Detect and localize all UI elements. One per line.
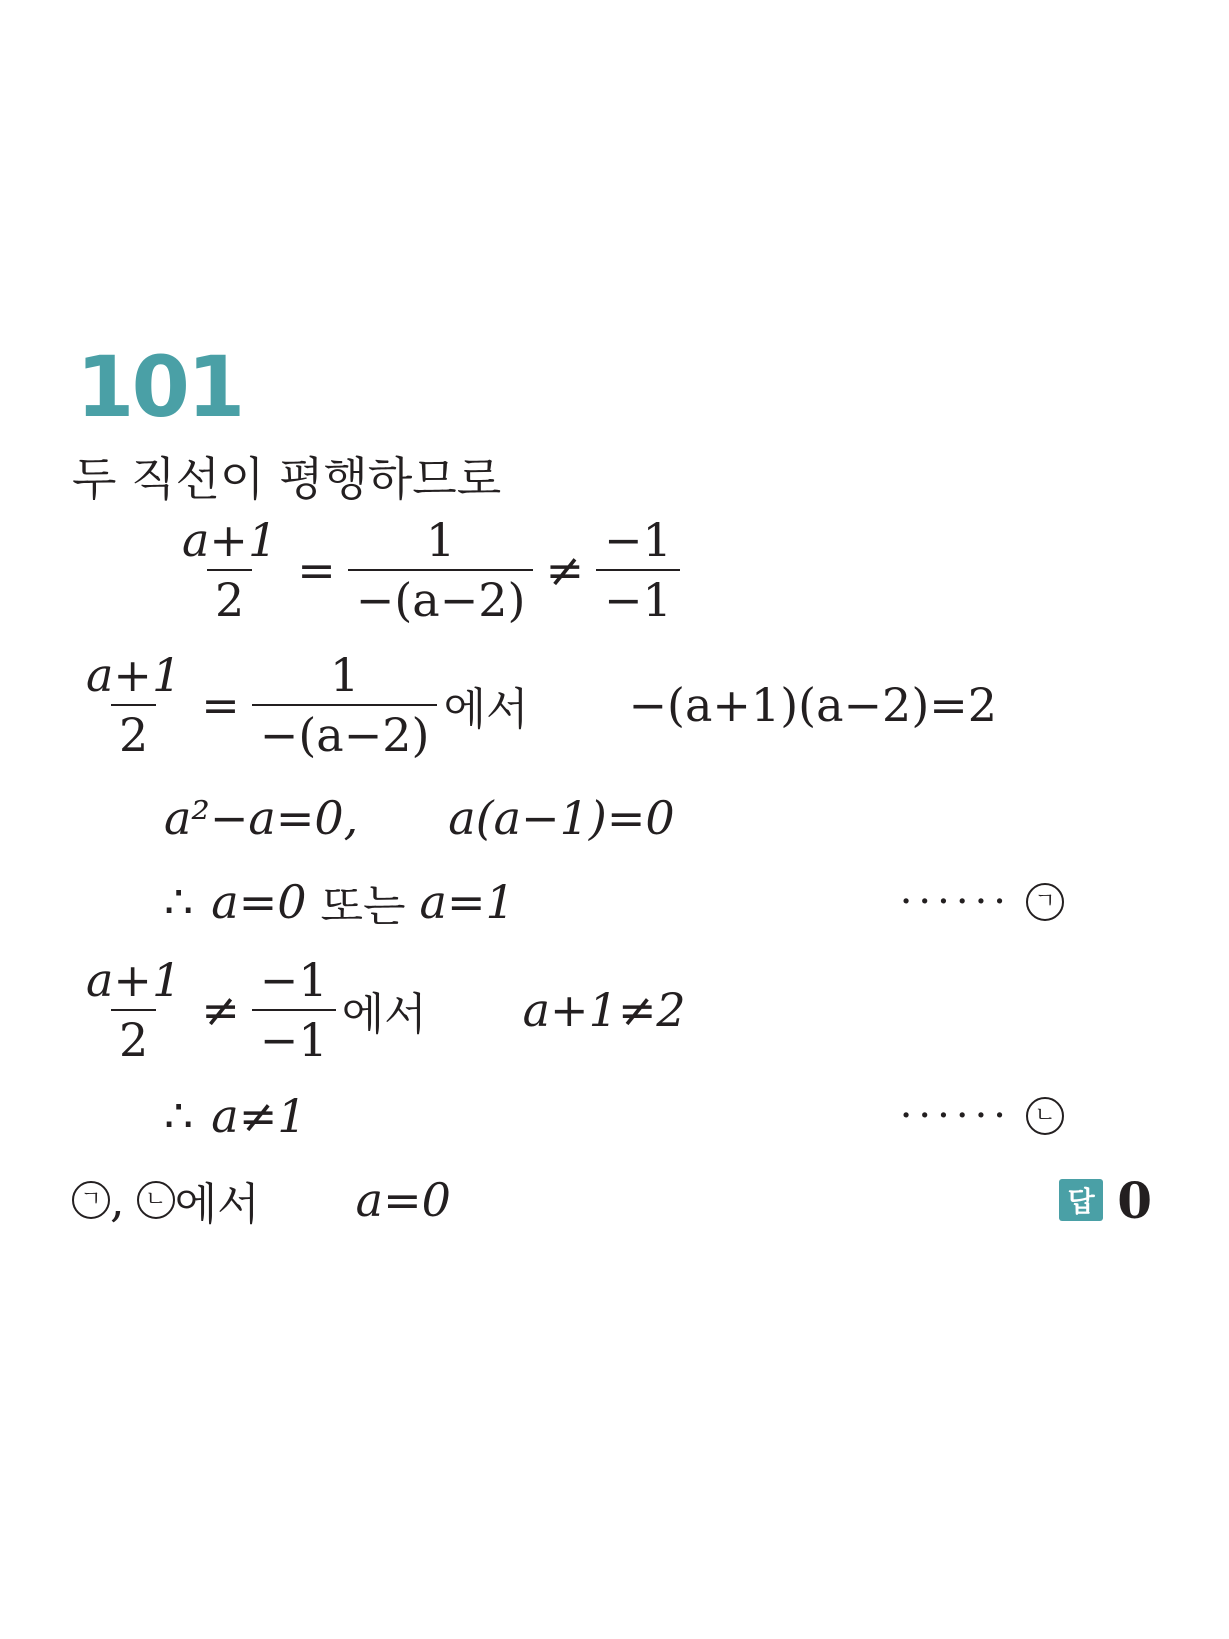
- fraction: [174, 513, 285, 627]
- answer-value: 0: [1117, 1170, 1152, 1230]
- connective-word: 또는: [320, 881, 406, 932]
- numerator: a+1: [86, 648, 182, 702]
- denominator: 2: [111, 1009, 156, 1067]
- fraction: [78, 953, 189, 1067]
- circled-giyeok-marker: ㄱ: [72, 1181, 110, 1219]
- equals-sign: =: [297, 543, 336, 597]
- equation-line-1: [168, 513, 686, 627]
- not-equal-sign: ≠: [545, 543, 584, 597]
- therefore-symbol: ∴: [164, 1089, 194, 1143]
- circled-nieun-marker: ㄴ: [137, 1181, 175, 1219]
- connective-word: 에서: [443, 684, 529, 735]
- denominator: −1: [252, 1009, 336, 1067]
- solution-b: a=1: [419, 875, 515, 929]
- intro-text: 두 직선이 평행하므로: [72, 452, 502, 506]
- comma: ,: [110, 1173, 125, 1227]
- problem-number: 101: [76, 338, 243, 436]
- conclusion: a≠1: [211, 1089, 307, 1143]
- denominator: −1: [596, 569, 680, 627]
- final-result: a=0: [355, 1173, 451, 1227]
- denominator: −(a−2): [348, 569, 534, 627]
- therefore-symbol: ∴: [164, 875, 194, 929]
- numerator: 1: [425, 513, 456, 567]
- circled-giyeok-marker: ㄱ: [1026, 883, 1064, 921]
- equation-right: a(a−1)=0: [448, 791, 675, 845]
- numerator: 1: [329, 648, 360, 702]
- equation-result: −(a+1)(a−2)=2: [628, 678, 998, 732]
- connective-word: 에서: [174, 1179, 260, 1230]
- denominator: 2: [111, 704, 156, 762]
- equation-left: a²−a=0,: [164, 791, 359, 845]
- equation-result: a+1≠2: [522, 983, 686, 1037]
- circled-nieun-marker: ㄴ: [1026, 1097, 1064, 1135]
- equation-line-7: [72, 1150, 1152, 1250]
- equation-line-5: [72, 953, 686, 1067]
- answer-badge: 답: [1059, 1179, 1103, 1221]
- numerator: a+1: [86, 953, 182, 1007]
- solution-a: a=0: [211, 875, 307, 929]
- leader-dots: ······: [899, 1093, 1012, 1139]
- equation-line-2: [72, 648, 998, 762]
- numerator: −1: [604, 513, 672, 567]
- connective-word: 에서: [341, 989, 427, 1040]
- fraction: [596, 513, 680, 627]
- numerator: a+1: [182, 513, 278, 567]
- not-equal-sign: ≠: [201, 983, 240, 1037]
- equation-line-4: [164, 852, 1064, 952]
- fraction: [78, 648, 189, 762]
- fraction: [252, 953, 336, 1067]
- fraction: [252, 648, 438, 762]
- denominator: −(a−2): [252, 704, 438, 762]
- equals-sign: =: [201, 678, 240, 732]
- leader-dots: ······: [899, 879, 1012, 925]
- numerator: −1: [259, 953, 328, 1007]
- denominator: 2: [207, 569, 252, 627]
- fraction: [348, 513, 534, 627]
